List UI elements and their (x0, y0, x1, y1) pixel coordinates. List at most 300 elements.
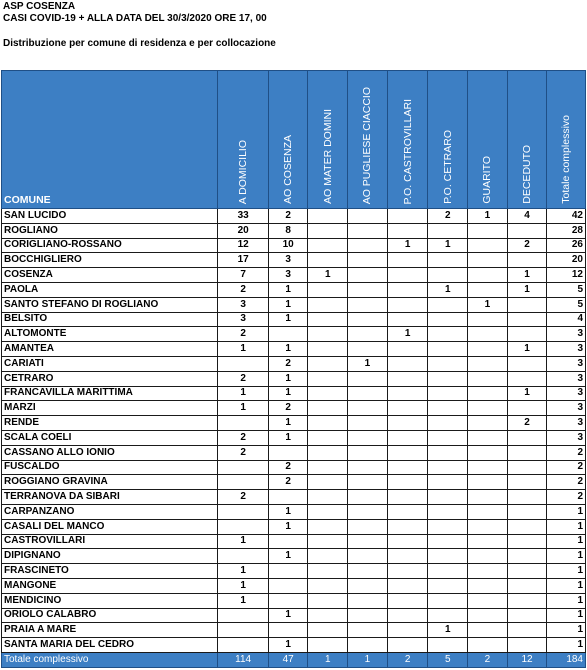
table-row (2, 356, 586, 371)
count-cell (468, 490, 508, 505)
row-total-cell: 2 (547, 490, 586, 505)
count-cell (468, 282, 508, 297)
count-cell (308, 312, 348, 327)
table-row (2, 342, 586, 357)
count-cell (428, 401, 468, 416)
count-cell (308, 238, 348, 253)
count-cell: 1 (268, 504, 308, 519)
count-cell (308, 223, 348, 238)
count-cell: 7 (218, 268, 268, 283)
count-cell (468, 223, 508, 238)
count-cell (428, 593, 468, 608)
count-cell (507, 534, 547, 549)
row-total-cell: 42 (547, 209, 586, 224)
table-row (2, 534, 586, 549)
column-header-label: GUARITO (481, 156, 494, 204)
table-row (2, 223, 586, 238)
comune-cell: CARIATI (2, 356, 218, 371)
count-cell (218, 549, 268, 564)
count-cell (468, 416, 508, 431)
comune-cell: BOCCHIGLIERO (2, 253, 218, 268)
row-total-cell: 1 (547, 623, 586, 638)
count-cell: 1 (218, 564, 268, 579)
count-cell: 1 (268, 282, 308, 297)
count-cell (308, 460, 348, 475)
count-cell (468, 430, 508, 445)
table-row (2, 401, 586, 416)
row-total-cell: 1 (547, 593, 586, 608)
count-cell (387, 223, 428, 238)
count-cell (468, 327, 508, 342)
count-cell (308, 549, 348, 564)
count-cell (428, 608, 468, 623)
count-cell: 1 (308, 268, 348, 283)
count-cell (348, 445, 388, 460)
table-row (2, 638, 586, 653)
count-cell (308, 638, 348, 653)
count-cell (387, 490, 428, 505)
table-row (2, 430, 586, 445)
count-cell: 1 (507, 268, 547, 283)
table-row (2, 253, 586, 268)
table-row (2, 593, 586, 608)
count-cell: 1 (428, 282, 468, 297)
column-header (428, 71, 468, 209)
count-cell: 17 (218, 253, 268, 268)
count-cell (468, 342, 508, 357)
column-header (308, 71, 348, 209)
column-header (268, 71, 308, 209)
comune-cell: CARPANZANO (2, 504, 218, 519)
count-cell (308, 253, 348, 268)
count-cell (428, 371, 468, 386)
count-cell (348, 578, 388, 593)
row-total-cell: 1 (547, 549, 586, 564)
count-cell: 3 (268, 268, 308, 283)
count-cell (348, 623, 388, 638)
count-cell (428, 490, 468, 505)
comune-cell: CORIGLIANO-ROSSANO (2, 238, 218, 253)
count-cell (387, 549, 428, 564)
count-cell: 1 (218, 401, 268, 416)
count-cell (387, 504, 428, 519)
count-cell (348, 534, 388, 549)
count-cell (428, 297, 468, 312)
row-total-cell: 3 (547, 416, 586, 431)
comune-cell: SAN LUCIDO (2, 209, 218, 224)
count-cell: 1 (468, 297, 508, 312)
column-header-label: AO COSENZA (282, 135, 295, 204)
count-cell (428, 268, 468, 283)
count-cell (468, 593, 508, 608)
count-cell (387, 519, 428, 534)
count-cell: 47 (268, 652, 308, 667)
count-cell (507, 593, 547, 608)
count-cell (507, 519, 547, 534)
count-cell: 1 (268, 342, 308, 357)
count-cell: 10 (268, 238, 308, 253)
table-row (2, 238, 586, 253)
comune-cell: FRASCINETO (2, 564, 218, 579)
count-cell (308, 504, 348, 519)
row-total-cell: 3 (547, 386, 586, 401)
covid-cases-table (1, 70, 586, 668)
count-cell (428, 578, 468, 593)
comune-cell: COSENZA (2, 268, 218, 283)
count-cell (387, 401, 428, 416)
count-cell (308, 578, 348, 593)
count-cell (348, 268, 388, 283)
table-row (2, 371, 586, 386)
count-cell: 1 (268, 386, 308, 401)
column-header-label: A DOMICILIO (237, 139, 250, 204)
count-cell (428, 223, 468, 238)
row-total-cell: 184 (547, 652, 586, 667)
count-cell: 1 (428, 238, 468, 253)
count-cell: 1 (348, 652, 388, 667)
count-cell (348, 460, 388, 475)
column-header (547, 71, 586, 209)
column-header (507, 71, 547, 209)
count-cell (507, 504, 547, 519)
count-cell (428, 519, 468, 534)
row-total-cell: 28 (547, 223, 586, 238)
count-cell: 1 (268, 519, 308, 534)
row-total-cell: 1 (547, 638, 586, 653)
count-cell (348, 253, 388, 268)
count-cell (268, 327, 308, 342)
count-cell (428, 253, 468, 268)
count-cell (507, 223, 547, 238)
count-cell (348, 475, 388, 490)
count-cell (507, 578, 547, 593)
count-cell (507, 371, 547, 386)
row-total-cell: 2 (547, 460, 586, 475)
row-total-cell: 1 (547, 608, 586, 623)
count-cell (348, 209, 388, 224)
count-cell: 2 (507, 238, 547, 253)
count-cell (308, 209, 348, 224)
count-cell (387, 312, 428, 327)
count-cell: 2 (218, 327, 268, 342)
comune-cell: RENDE (2, 416, 218, 431)
count-cell (387, 534, 428, 549)
count-cell: 2 (268, 401, 308, 416)
count-cell (468, 460, 508, 475)
count-cell: 1 (218, 386, 268, 401)
count-cell (308, 430, 348, 445)
count-cell: 1 (387, 327, 428, 342)
count-cell (387, 623, 428, 638)
count-cell: 2 (387, 652, 428, 667)
count-cell (268, 623, 308, 638)
count-cell: 12 (507, 652, 547, 667)
row-total-cell: 20 (547, 253, 586, 268)
count-cell: 2 (428, 209, 468, 224)
count-cell (348, 490, 388, 505)
count-cell (387, 282, 428, 297)
total-label: Totale complessivo (2, 652, 218, 667)
row-total-cell: 12 (547, 268, 586, 283)
count-cell (268, 445, 308, 460)
count-cell (308, 282, 348, 297)
comune-cell: PAOLA (2, 282, 218, 297)
count-cell (468, 475, 508, 490)
count-cell (218, 416, 268, 431)
count-cell: 1 (268, 549, 308, 564)
count-cell (507, 564, 547, 579)
count-cell (428, 475, 468, 490)
count-cell: 1 (507, 282, 547, 297)
count-cell: 1 (268, 312, 308, 327)
row-total-cell: 3 (547, 401, 586, 416)
table-row (2, 549, 586, 564)
count-cell (428, 430, 468, 445)
count-cell (308, 445, 348, 460)
column-header (348, 71, 388, 209)
row-total-cell: 5 (547, 297, 586, 312)
count-cell (387, 564, 428, 579)
count-cell (348, 342, 388, 357)
count-cell (348, 549, 388, 564)
count-cell (507, 297, 547, 312)
count-cell: 2 (268, 209, 308, 224)
comune-cell: FRANCAVILLA MARITTIMA (2, 386, 218, 401)
count-cell: 1 (218, 578, 268, 593)
count-cell: 3 (218, 297, 268, 312)
count-cell: 1 (268, 430, 308, 445)
count-cell (218, 519, 268, 534)
count-cell (507, 490, 547, 505)
column-header-label: AO PUGLIESE CIACCIO (361, 86, 374, 204)
comune-cell: ROGLIANO (2, 223, 218, 238)
count-cell (387, 297, 428, 312)
table-row (2, 578, 586, 593)
count-cell (387, 268, 428, 283)
count-cell (468, 638, 508, 653)
count-cell (468, 386, 508, 401)
count-cell (387, 430, 428, 445)
count-cell (468, 401, 508, 416)
count-cell (428, 445, 468, 460)
count-cell (348, 327, 388, 342)
count-cell: 2 (507, 416, 547, 431)
count-cell (387, 475, 428, 490)
count-cell (348, 223, 388, 238)
comune-cell: ORIOLO CALABRO (2, 608, 218, 623)
table-row (2, 460, 586, 475)
count-cell: 3 (268, 253, 308, 268)
count-cell (507, 445, 547, 460)
count-cell (308, 519, 348, 534)
count-cell (218, 356, 268, 371)
count-cell: 2 (218, 371, 268, 386)
count-cell: 2 (268, 460, 308, 475)
count-cell (308, 608, 348, 623)
report-subtitle: Distribuzione per comune di residenza e per collocazione (3, 38, 276, 49)
count-cell (308, 297, 348, 312)
count-cell (428, 504, 468, 519)
table-row (2, 445, 586, 460)
table-row (2, 282, 586, 297)
row-total-cell: 5 (547, 282, 586, 297)
count-cell: 2 (218, 490, 268, 505)
count-cell: 1 (268, 608, 308, 623)
row-total-cell: 1 (547, 519, 586, 534)
count-cell (268, 534, 308, 549)
table-row (2, 623, 586, 638)
row-total-cell: 3 (547, 356, 586, 371)
comune-cell: CETRARO (2, 371, 218, 386)
count-cell: 1 (468, 209, 508, 224)
count-cell (218, 623, 268, 638)
comune-cell: ROGGIANO GRAVINA (2, 475, 218, 490)
count-cell (507, 327, 547, 342)
count-cell: 2 (218, 282, 268, 297)
row-total-cell: 26 (547, 238, 586, 253)
column-header (468, 71, 508, 209)
count-cell: 1 (218, 342, 268, 357)
count-cell (468, 312, 508, 327)
report-title: ASP COSENZA (3, 1, 76, 12)
count-cell (387, 578, 428, 593)
count-cell (428, 534, 468, 549)
count-cell (308, 356, 348, 371)
count-cell (468, 549, 508, 564)
comune-cell: CASSANO ALLO IONIO (2, 445, 218, 460)
report-date-line: CASI COVID-19 + ALLA DATA DEL 30/3/2020 ORE 17, 00 (3, 13, 267, 24)
count-cell (428, 327, 468, 342)
column-header-label: AO MATER DOMINI (321, 109, 334, 204)
count-cell (468, 356, 508, 371)
count-cell: 2 (218, 445, 268, 460)
count-cell (468, 268, 508, 283)
count-cell (387, 209, 428, 224)
comune-cell: TERRANOVA DA SIBARI (2, 490, 218, 505)
total-row (2, 652, 586, 667)
row-total-cell: 2 (547, 445, 586, 460)
table-row (2, 386, 586, 401)
count-cell (348, 608, 388, 623)
count-cell (308, 371, 348, 386)
count-cell: 1 (507, 342, 547, 357)
count-cell (348, 416, 388, 431)
count-cell: 2 (268, 475, 308, 490)
count-cell (428, 416, 468, 431)
count-cell (468, 238, 508, 253)
count-cell: 1 (218, 534, 268, 549)
count-cell (428, 460, 468, 475)
column-header (387, 71, 428, 209)
count-cell (507, 608, 547, 623)
comune-cell: SANTA MARIA DEL CEDRO (2, 638, 218, 653)
count-cell (468, 504, 508, 519)
count-cell (468, 253, 508, 268)
count-cell (308, 401, 348, 416)
count-cell: 8 (268, 223, 308, 238)
count-cell: 1 (218, 593, 268, 608)
count-cell: 114 (218, 652, 268, 667)
count-cell (507, 430, 547, 445)
count-cell (348, 401, 388, 416)
count-cell (507, 549, 547, 564)
count-cell (507, 312, 547, 327)
count-cell (507, 460, 547, 475)
column-header-comune: COMUNE (2, 71, 218, 209)
count-cell (348, 386, 388, 401)
count-cell (308, 342, 348, 357)
count-cell (348, 564, 388, 579)
count-cell (387, 371, 428, 386)
row-total-cell: 1 (547, 564, 586, 579)
table-row (2, 519, 586, 534)
count-cell (387, 445, 428, 460)
count-cell: 2 (218, 430, 268, 445)
count-cell (348, 593, 388, 608)
count-cell (218, 460, 268, 475)
row-total-cell: 3 (547, 371, 586, 386)
column-header-label: P.O. CETRARO (441, 130, 454, 204)
count-cell: 12 (218, 238, 268, 253)
count-cell (428, 312, 468, 327)
count-cell (218, 475, 268, 490)
row-total-cell: 3 (547, 342, 586, 357)
count-cell (387, 253, 428, 268)
count-cell (507, 356, 547, 371)
count-cell (308, 386, 348, 401)
count-cell (348, 312, 388, 327)
count-cell (348, 638, 388, 653)
count-cell (507, 623, 547, 638)
count-cell: 2 (468, 652, 508, 667)
count-cell (387, 638, 428, 653)
count-cell (387, 593, 428, 608)
count-cell (507, 401, 547, 416)
count-cell (268, 593, 308, 608)
count-cell (387, 416, 428, 431)
count-cell (468, 564, 508, 579)
count-cell (507, 253, 547, 268)
count-cell (268, 490, 308, 505)
comune-cell: MARZI (2, 401, 218, 416)
count-cell (308, 475, 348, 490)
count-cell (268, 578, 308, 593)
count-cell (468, 608, 508, 623)
column-header (218, 71, 268, 209)
count-cell (387, 608, 428, 623)
count-cell: 1 (387, 238, 428, 253)
count-cell (428, 386, 468, 401)
count-cell (218, 638, 268, 653)
count-cell (507, 638, 547, 653)
comune-cell: CASTROVILLARI (2, 534, 218, 549)
count-cell (348, 504, 388, 519)
count-cell: 1 (428, 623, 468, 638)
count-cell: 1 (268, 638, 308, 653)
count-cell: 1 (268, 371, 308, 386)
count-cell: 1 (268, 297, 308, 312)
count-cell (218, 608, 268, 623)
count-cell (348, 430, 388, 445)
table-row (2, 209, 586, 224)
count-cell (218, 504, 268, 519)
count-cell (428, 342, 468, 357)
count-cell (468, 445, 508, 460)
count-cell (387, 342, 428, 357)
row-total-cell: 3 (547, 327, 586, 342)
count-cell (348, 297, 388, 312)
count-cell (428, 549, 468, 564)
